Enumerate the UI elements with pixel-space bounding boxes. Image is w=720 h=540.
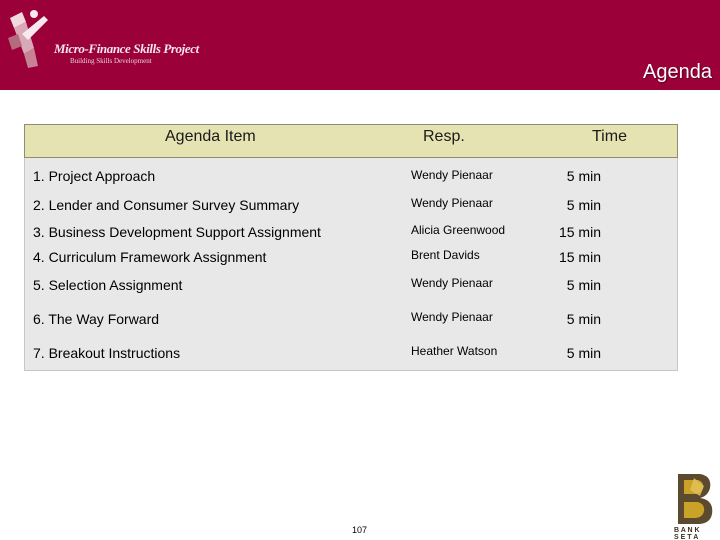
column-header-time: Time — [592, 128, 627, 145]
row-4-resp: Brent Davids — [411, 248, 480, 262]
bank-seta-logo — [670, 470, 718, 540]
row-4-time: 15 min — [558, 249, 601, 265]
row-3-resp: Alicia Greenwood — [411, 223, 506, 237]
row-2-time: 5 min — [566, 197, 601, 213]
row-7-resp: Heather Watson — [411, 344, 498, 358]
page-title: Agenda — [643, 61, 712, 83]
row-1-time: 5 min — [566, 168, 601, 184]
row-6-time: 5 min — [566, 311, 601, 327]
row-7-item: 7. Breakout Instructions — [33, 345, 181, 361]
logo-figure-icon — [4, 8, 56, 70]
row-2-item: 2. Lender and Consumer Survey Summary — [33, 197, 300, 213]
bank-logo-line1: B A N K — [674, 527, 700, 534]
project-logo — [4, 8, 199, 70]
page-number: 107 — [352, 525, 368, 535]
row-5-item: 5. Selection Assignment — [33, 277, 183, 293]
row-5-time: 5 min — [566, 277, 601, 293]
row-3-item: 3. Business Development Support Assignment — [33, 224, 321, 240]
logo-title: Micro-Finance Skills Project — [54, 41, 199, 56]
column-header-resp: Resp. — [423, 128, 465, 145]
bank-logo-line2: S E T A — [674, 534, 699, 540]
row-4-item: 4. Curriculum Framework Assignment — [33, 249, 267, 265]
row-2-resp: Wendy Pienaar — [411, 196, 493, 210]
table-body — [24, 158, 678, 371]
row-1-item: 1. Project Approach — [33, 168, 156, 184]
row-1-resp: Wendy Pienaar — [411, 168, 493, 182]
row-6-item: 6. The Way Forward — [33, 311, 160, 327]
row-3-time: 15 min — [558, 224, 601, 240]
header-banner — [0, 0, 720, 90]
agenda-table — [24, 124, 678, 371]
row-7-time: 5 min — [566, 345, 601, 361]
row-6-resp: Wendy Pienaar — [411, 310, 493, 324]
column-header-agenda-item: Agenda Item — [165, 128, 256, 145]
logo-subtitle: Building Skills Development — [70, 57, 152, 65]
table-header-row — [24, 124, 678, 158]
row-5-resp: Wendy Pienaar — [411, 276, 493, 290]
